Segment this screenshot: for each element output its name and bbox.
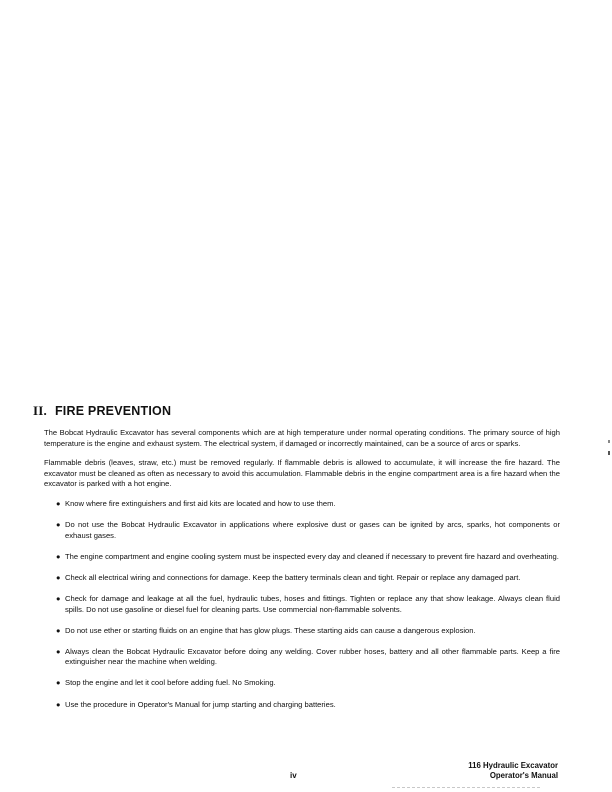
list-item-text: Always clean the Bobcat Hydraulic Excavator before doing any welding. Cover rubber hoses, battery and all other flammable parts. Keep a fire extinguisher near the machine when welding. [65, 646, 560, 667]
list-item [44, 678, 560, 689]
bullet-icon: ● [56, 678, 61, 688]
list-item-text: Do not use ether or starting fluids on an engine that has glow plugs. These starting aids can cause a dangerous explosion. [65, 625, 476, 635]
bullet-icon: ● [56, 551, 61, 561]
list-item [44, 700, 560, 711]
scan-artifact-line [392, 787, 542, 788]
list-item-text: Check all electrical wiring and connections for damage. Keep the battery terminals clean and tight. Repair or replace any damaged part. [65, 572, 521, 582]
section-title-text: FIRE PREVENTION [54, 404, 172, 418]
footer-model: 116 Hydraulic Excavator [468, 761, 558, 770]
footer-manual: Operator's Manual [489, 771, 558, 780]
bullet-icon: ● [56, 520, 61, 530]
list-item-text: Know where fire extinguishers and first aid kits are located and how to use them. [65, 498, 336, 508]
bullet-icon: ● [56, 572, 61, 582]
list-item-text: Use the procedure in Operator's Manual for jump starting and charging batteries. [65, 699, 336, 709]
manual-title-footer [468, 761, 558, 781]
fire-prevention-list [44, 499, 560, 710]
scan-edge-mark [608, 440, 610, 443]
bullet-icon: ● [56, 625, 61, 635]
bullet-icon: ● [56, 699, 61, 709]
list-item [44, 573, 560, 584]
bullet-icon: ● [56, 498, 61, 508]
list-item [44, 499, 560, 510]
intro-paragraph: The Bobcat Hydraulic Excavator has several components which are at high temperature under normal operating conditions. The primary source of high temperature is the engine and exhaust system. The electrical system, if damaged or incorrectly maintained, can be a source of arcs or sparks. [44, 428, 560, 448]
bullet-icon: ● [56, 593, 61, 603]
list-item-text: Check for damage and leakage at all the fuel, hydraulic tubes, hoses and fittings. Tighten or replace any that show leakage. Always clean fluid spills. Do not use gasoline or diesel fuel for cleaning parts. Use commercial non-flammable solvents. [65, 593, 560, 614]
list-item [44, 520, 560, 541]
list-item [44, 626, 560, 637]
debris-paragraph: Flammable debris (leaves, straw, etc.) must be removed regularly. If flammable debris is allowed to accumulate, it will increase the fire hazard. The excavator must be cleaned as often as necessary to avoid this accumulation. Flammable debris in the engine compartment area is a fire hazard when the excavator is parked with a hot engine. [44, 458, 560, 489]
bullet-icon: ● [56, 646, 61, 656]
list-item-text: Do not use the Bobcat Hydraulic Excavator in applications where explosive dust or gases can be ignited by arcs, sparks, hot components or exhaust gases. [65, 520, 560, 540]
document-body [44, 428, 560, 721]
list-item-text: Stop the engine and let it cool before adding fuel. No Smoking. [65, 678, 276, 688]
section-title [33, 403, 171, 419]
list-item [44, 552, 560, 563]
page-number: iv [290, 771, 297, 780]
list-item-text: The engine compartment and engine cooling system must be inspected every day and cleaned if necessary to prevent fire hazard and overheating. [65, 551, 559, 561]
list-item [44, 647, 560, 668]
list-item [44, 594, 560, 615]
section-number: II. [33, 403, 47, 418]
scan-edge-mark [608, 451, 610, 455]
